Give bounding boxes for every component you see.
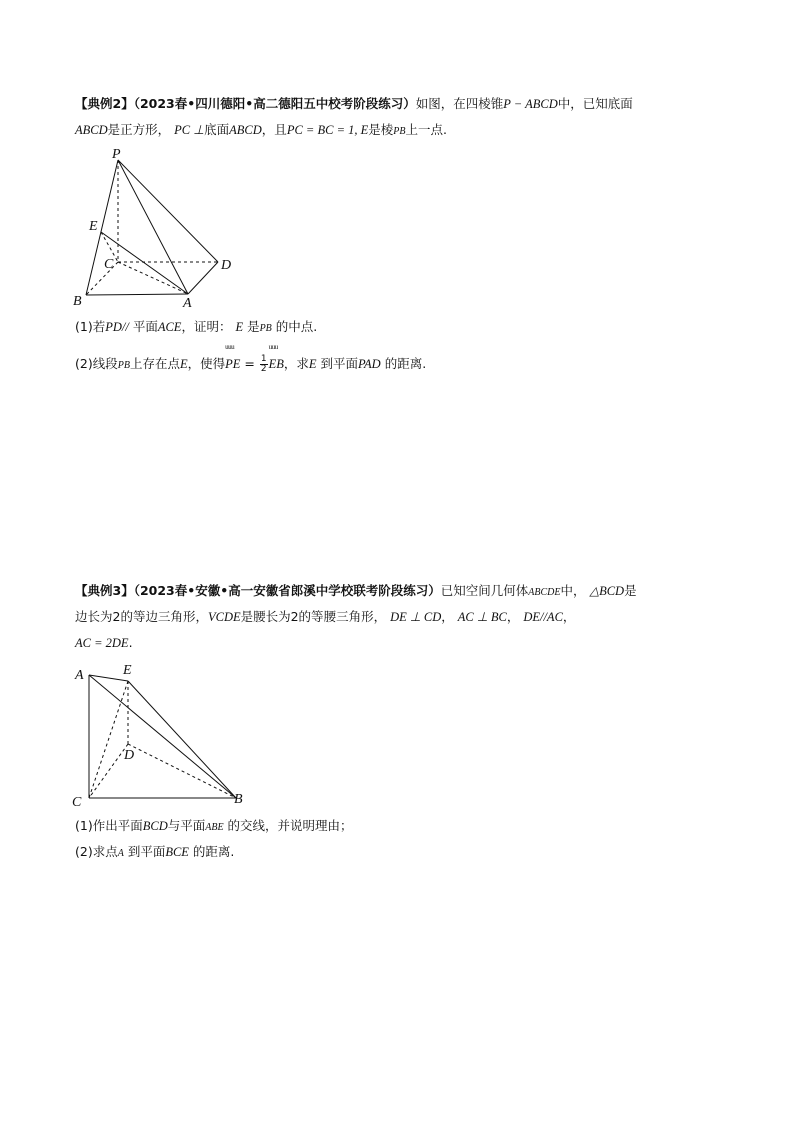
example3-question2 — [75, 844, 234, 862]
example3-text: (2)求点 — [75, 844, 118, 859]
edge-AD — [188, 262, 218, 294]
edge-PD — [118, 160, 218, 262]
example2-text: 平面 — [132, 319, 158, 334]
example2-math: PB — [393, 126, 406, 137]
example3-tag: 【典例3】 — [75, 583, 134, 598]
example2-math: P − ABCD — [503, 97, 558, 111]
example2-math: E — [235, 320, 244, 334]
example3-math: AC = 2DE — [75, 636, 129, 650]
example2-text: 是 — [247, 319, 260, 334]
example3-text: 的距离. — [192, 844, 235, 859]
label-B: B — [73, 294, 82, 309]
example2-math: PC ⊥ — [174, 123, 205, 137]
label-B: B — [234, 792, 243, 807]
example3-header-line — [75, 583, 637, 601]
edge-AB — [89, 675, 236, 798]
edge-EB — [128, 681, 236, 798]
example3-text: 中， — [560, 583, 586, 598]
example2-text: 到平面 — [320, 356, 359, 371]
example2-text: 是正方形， — [107, 122, 171, 137]
example2-source: （2023春•四川德阳•高二德阳五中校考阶段练习） — [133, 96, 416, 111]
fraction-denominator: 2 — [260, 364, 267, 374]
example2-text: ，证明： — [181, 319, 232, 334]
example2-text: ，求 — [283, 356, 309, 371]
vector-PE — [225, 343, 241, 376]
example3-text: 已知空间几何体 — [440, 583, 529, 598]
label-P: P — [112, 147, 121, 162]
example2-math: EB — [268, 357, 284, 371]
edge-DC — [89, 744, 128, 798]
example3-text: 到平面 — [127, 844, 166, 859]
example2-math: PAD — [358, 357, 381, 371]
example3-text: ， — [506, 609, 520, 624]
edge-DB — [128, 744, 236, 798]
label-C: C — [72, 795, 82, 810]
label-D: D — [124, 748, 135, 763]
example2-text: 如图，在四棱锥 — [415, 96, 504, 111]
example3-math: VCDE — [207, 610, 241, 624]
example2-question1 — [75, 319, 317, 337]
example3-math: AC ⊥ BC — [457, 610, 507, 624]
edge-PA — [118, 160, 188, 294]
example2-text: (2)线段 — [75, 356, 118, 371]
example2-text: (1)若 — [75, 319, 106, 334]
vector-EB — [268, 343, 284, 376]
example3-text: 的交线，并说明理由； — [227, 818, 353, 833]
equals-sign: = — [244, 356, 255, 371]
example3-text: . — [128, 635, 133, 650]
example3-math: BCE — [165, 845, 189, 859]
label-A: A — [183, 296, 192, 310]
example3-text: 与平面 — [167, 818, 206, 833]
edge-EC — [89, 681, 128, 798]
example2-math: PE — [225, 357, 241, 371]
example2-math: E — [179, 357, 188, 371]
example3-math: A — [117, 848, 124, 859]
example2-math: PD// — [105, 320, 129, 334]
example3-line3 — [75, 635, 133, 651]
example3-text: 边长为2的等边三角形， — [75, 609, 208, 624]
example2-text: 中，已知底面 — [557, 96, 633, 111]
example3-math: DE//AC — [523, 610, 563, 624]
edge-BA — [86, 294, 188, 295]
example2-math: ABCD — [229, 123, 262, 137]
example2-math: ABCD — [75, 123, 108, 137]
example3-math: ABCDE — [528, 587, 561, 598]
label-C: C — [104, 257, 114, 272]
example3-math: DE ⊥ CD — [390, 610, 442, 624]
vector-arrow-mark: uuu — [225, 343, 235, 351]
example3-math: ABE — [205, 822, 224, 833]
example2-text: ，使得 — [187, 356, 226, 371]
example2-question2 — [75, 343, 427, 378]
fraction-numerator: 1 — [260, 354, 267, 364]
example3-text: 是 — [624, 583, 637, 598]
example2-header-line — [75, 96, 633, 112]
edge-CA — [118, 262, 188, 294]
example2-text: 上一点. — [405, 122, 447, 137]
fraction-one-half — [260, 355, 268, 374]
example3-math: △BCD — [589, 584, 625, 598]
example2-text: 是棱 — [368, 122, 394, 137]
example2-text: 上存在点 — [129, 356, 180, 371]
example2-math: PC = BC = 1, E — [286, 123, 369, 137]
example2-text: ，且 — [261, 122, 287, 137]
example3-math: BCD — [142, 819, 168, 833]
example2-pyramid-figure — [68, 145, 248, 310]
label-A: A — [75, 668, 84, 683]
example2-math: PB — [259, 323, 272, 334]
label-E: E — [89, 219, 98, 234]
edge-EA — [101, 232, 188, 294]
example3-text: 是腰长为2的等腰三角形， — [240, 609, 387, 624]
example2-text: 底面 — [204, 122, 230, 137]
example2-math: E — [308, 357, 317, 371]
example2-math: ACE — [157, 320, 182, 334]
example2-text: 的距离. — [384, 356, 427, 371]
example2-line2 — [75, 122, 447, 140]
example3-text: ， — [441, 609, 454, 624]
example3-text: ， — [562, 609, 576, 624]
example3-solid-figure — [68, 660, 258, 810]
example3-source: （2023春•安徽•高一安徽省郎溪中学校联考阶段练习） — [133, 583, 441, 598]
example3-text: (1)作出平面 — [75, 818, 143, 833]
vector-arrow-mark: uuu — [268, 343, 278, 351]
example3-question1 — [75, 818, 353, 836]
example2-tag: 【典例2】 — [75, 96, 134, 111]
example3-line2 — [75, 609, 575, 625]
label-E: E — [123, 663, 132, 678]
example2-math: PB — [117, 360, 130, 371]
label-D: D — [221, 258, 232, 273]
example2-text: 的中点. — [275, 319, 318, 334]
